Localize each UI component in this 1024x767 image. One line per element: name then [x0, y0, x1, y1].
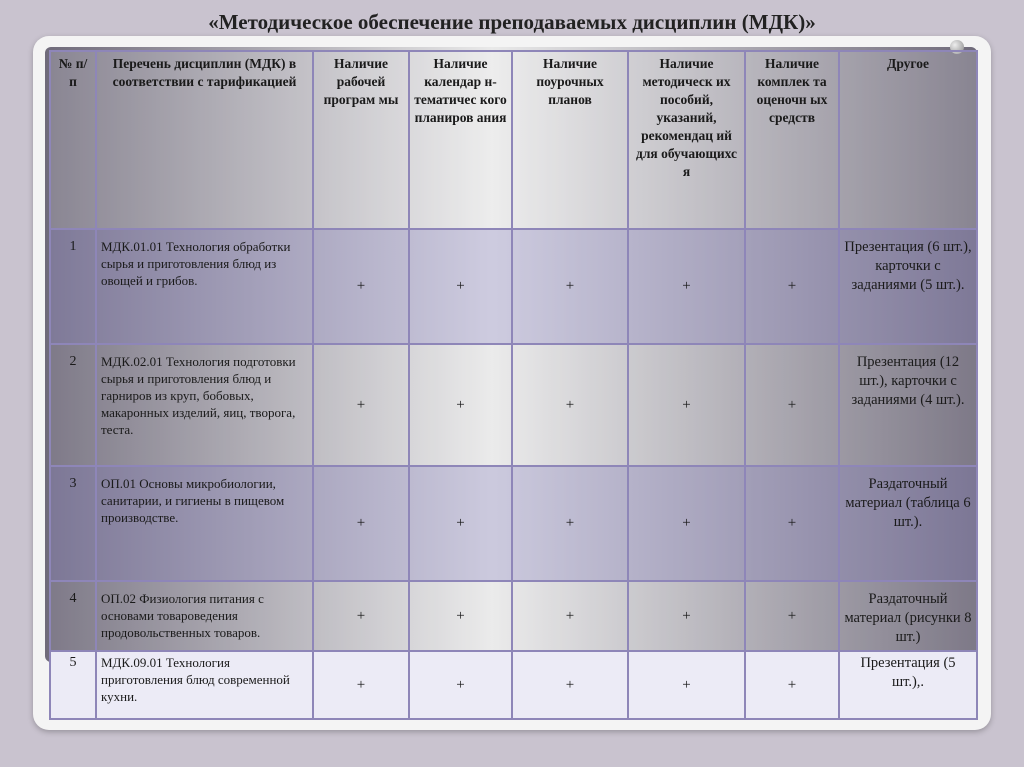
header-other: Другое: [839, 51, 977, 229]
discipline-name: МДК.02.01 Технология подготовки сырья и приготовления блюд и гарниров из круп, бобовых, макаронных изделий, яиц, творога, теста.: [96, 344, 313, 466]
other-materials: Презентация (6 шт.), карточки с заданиями (5 шт.).: [839, 229, 977, 344]
header-calendar-plan: Наличие календар н-тематичес кого планиров ания: [409, 51, 512, 229]
other-materials: Презентация (5 шт.),.: [839, 651, 977, 719]
mark-work-program: +: [313, 651, 409, 719]
row-number: 3: [50, 466, 96, 581]
table-row: [50, 651, 977, 719]
other-materials: Раздаточный материал (таблица 6 шт.).: [839, 466, 977, 581]
page-title: «Методическое обеспечение преподаваемых дисциплин (МДК)»: [208, 10, 816, 34]
mark-assessment-set: +: [745, 344, 839, 466]
mark-work-program: +: [313, 344, 409, 466]
header-methodical-aids: Наличие методическ их пособий, указаний, рекомендац ий для обучающихс я: [628, 51, 745, 229]
row-number: 5: [50, 651, 96, 719]
mark-methodical-aids: +: [628, 229, 745, 344]
mark-lesson-plans: +: [512, 581, 628, 651]
row-number: 4: [50, 581, 96, 651]
mark-work-program: +: [313, 229, 409, 344]
mark-calendar-plan: +: [409, 466, 512, 581]
mark-lesson-plans: +: [512, 344, 628, 466]
mark-calendar-plan: +: [409, 229, 512, 344]
methodical-support-table: [49, 50, 978, 720]
header-assessment-set: Наличие комплек та оценочн ых средств: [745, 51, 839, 229]
mark-methodical-aids: +: [628, 466, 745, 581]
table-row: [50, 344, 977, 466]
mark-assessment-set: +: [745, 581, 839, 651]
mark-lesson-plans: +: [512, 229, 628, 344]
discipline-name: ОП.02 Физиология питания с основами товароведения продовольственных товаров.: [96, 581, 313, 651]
row-number: 1: [50, 229, 96, 344]
discipline-name: МДК.01.01 Технология обработки сырья и приготовления блюд из овощей и грибов.: [96, 229, 313, 344]
mark-work-program: +: [313, 581, 409, 651]
mark-methodical-aids: +: [628, 581, 745, 651]
mark-lesson-plans: +: [512, 466, 628, 581]
header-lesson-plans: Наличие поурочных планов: [512, 51, 628, 229]
table-row: [50, 581, 977, 651]
mark-assessment-set: +: [745, 651, 839, 719]
discipline-name: МДК.09.01 Технология приготовления блюд современной кухни.: [96, 651, 313, 719]
discipline-name: ОП.01 Основы микробиологии, санитарии, и гигиены в пищевом производстве.: [96, 466, 313, 581]
mark-calendar-plan: +: [409, 651, 512, 719]
mark-methodical-aids: +: [628, 344, 745, 466]
mark-work-program: +: [313, 466, 409, 581]
header-number: № п/п: [50, 51, 96, 229]
mark-assessment-set: +: [745, 466, 839, 581]
table-row: [50, 229, 977, 344]
row-number: 2: [50, 344, 96, 466]
mark-calendar-plan: +: [409, 344, 512, 466]
header-work-program: Наличие рабочей програм мы: [313, 51, 409, 229]
mark-methodical-aids: +: [628, 651, 745, 719]
header-discipline-list: Перечень дисциплин (МДК) в соответствии с тарификацией: [96, 51, 313, 229]
mark-lesson-plans: +: [512, 651, 628, 719]
mark-calendar-plan: +: [409, 581, 512, 651]
table-row: [50, 466, 977, 581]
other-materials: Презентация (12 шт.), карточки с заданиями (4 шт.).: [839, 344, 977, 466]
table-header-row: [50, 51, 977, 229]
mark-assessment-set: +: [745, 229, 839, 344]
other-materials: Раздаточный материал (рисунки 8 шт.): [839, 581, 977, 651]
